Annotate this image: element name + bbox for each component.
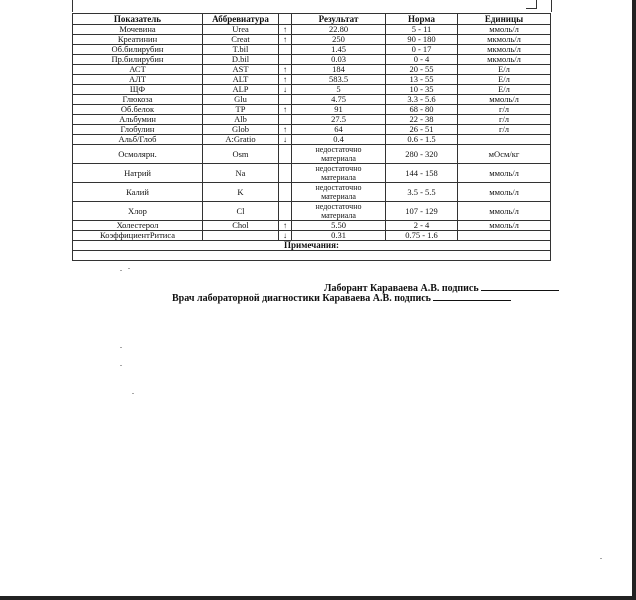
norm-range: 2 - 4 xyxy=(386,221,458,231)
result-value: 0.03 xyxy=(292,55,386,65)
result-value: 583.5 xyxy=(292,75,386,85)
abbreviation: Creat xyxy=(203,35,279,45)
result-value: 91 xyxy=(292,105,386,115)
flag-arrow xyxy=(279,45,292,55)
table-header-row xyxy=(73,14,551,25)
indicator-name: Об.билирубин xyxy=(73,45,203,55)
indicator-name: Глобулин xyxy=(73,125,203,135)
abbreviation: ALT xyxy=(203,75,279,85)
scan-speck xyxy=(128,268,130,269)
abbreviation: Chol xyxy=(203,221,279,231)
lab-assistant-signature-text: Лаборант Караваева А.В. подпись xyxy=(324,283,479,294)
norm-range: 144 - 158 xyxy=(386,164,458,183)
table-row xyxy=(73,183,551,202)
result-line-1: недостаточно xyxy=(315,145,362,154)
result-line-1: недостаточно xyxy=(315,164,362,173)
flag-arrow: ↑ xyxy=(279,105,292,115)
table-row xyxy=(73,231,551,241)
norm-range: 13 - 55 xyxy=(386,75,458,85)
unit: Е/л xyxy=(458,85,551,95)
abbreviation: Glob xyxy=(203,125,279,135)
abbreviation: D.bil xyxy=(203,55,279,65)
notes-row xyxy=(73,241,551,251)
unit: мОсм/кг xyxy=(458,145,551,164)
flag-arrow xyxy=(279,115,292,125)
flag-arrow xyxy=(279,164,292,183)
flag-arrow: ↓ xyxy=(279,135,292,145)
result-line-2: материала xyxy=(321,192,356,201)
norm-range: 107 - 129 xyxy=(386,202,458,221)
unit: ммоль/л xyxy=(458,221,551,231)
unit: г/л xyxy=(458,125,551,135)
notes-label: Примечания: xyxy=(73,241,551,251)
table-row xyxy=(73,95,551,105)
abbreviation: Alb xyxy=(203,115,279,125)
table-row xyxy=(73,85,551,95)
indicator-name: Альб/Глоб xyxy=(73,135,203,145)
norm-range: 10 - 35 xyxy=(386,85,458,95)
indicator-name: Калий xyxy=(73,183,203,202)
result-value: 0.31 xyxy=(292,231,386,241)
unit: мкмоль/л xyxy=(458,45,551,55)
result-line-2: материала xyxy=(321,211,356,220)
header-indicator: Показатель xyxy=(73,14,203,25)
indicator-name: Об.белок xyxy=(73,105,203,115)
indicator-name: КоэффициентРитиса xyxy=(73,231,203,241)
result-value: 184 xyxy=(292,65,386,75)
norm-range: 26 - 51 xyxy=(386,125,458,135)
table-row xyxy=(73,35,551,45)
table-row xyxy=(73,75,551,85)
unit: ммоль/л xyxy=(458,164,551,183)
indicator-name: АЛТ xyxy=(73,75,203,85)
abbreviation xyxy=(203,231,279,241)
result-line-1: недостаточно xyxy=(315,202,362,211)
unit: ммоль/л xyxy=(458,202,551,221)
notes-content xyxy=(73,251,551,261)
indicator-name: Осмолярн. xyxy=(73,145,203,164)
indicator-name: Хлор xyxy=(73,202,203,221)
result-value: 22.80 xyxy=(292,25,386,35)
table-row xyxy=(73,202,551,221)
result-line-2: материала xyxy=(321,154,356,163)
indicator-name: ЩФ xyxy=(73,85,203,95)
result-value: 4.75 xyxy=(292,95,386,105)
table-row xyxy=(73,25,551,35)
norm-range: 0 - 17 xyxy=(386,45,458,55)
result-value: 5 xyxy=(292,85,386,95)
table-row xyxy=(73,135,551,145)
norm-range: 0.75 - 1.6 xyxy=(386,231,458,241)
result-value xyxy=(292,164,386,183)
flag-arrow xyxy=(279,202,292,221)
signature-blank xyxy=(481,281,559,291)
flag-arrow xyxy=(279,95,292,105)
unit: ммоль/л xyxy=(458,183,551,202)
abbreviation: K xyxy=(203,183,279,202)
lab-results-table xyxy=(72,13,551,261)
result-value: 250 xyxy=(292,35,386,45)
abbreviation: Urea xyxy=(203,25,279,35)
norm-range: 68 - 80 xyxy=(386,105,458,115)
table-row xyxy=(73,125,551,135)
header-abbreviation: Аббревиатура xyxy=(203,14,279,25)
result-value xyxy=(292,145,386,164)
scan-speck xyxy=(132,393,134,394)
result-line-2: материала xyxy=(321,173,356,182)
norm-range: 0.6 - 1.5 xyxy=(386,135,458,145)
result-value: 5.50 xyxy=(292,221,386,231)
flag-arrow: ↑ xyxy=(279,125,292,135)
result-value: 0.4 xyxy=(292,135,386,145)
indicator-name: Мочевина xyxy=(73,25,203,35)
table-row xyxy=(73,145,551,164)
flag-arrow: ↑ xyxy=(279,221,292,231)
signature-blank xyxy=(433,291,511,301)
flag-arrow: ↓ xyxy=(279,85,292,95)
result-value xyxy=(292,183,386,202)
unit: мкмоль/л xyxy=(458,35,551,45)
result-line-1: недостаточно xyxy=(315,183,362,192)
scan-speck xyxy=(120,270,122,271)
result-value: 27.5 xyxy=(292,115,386,125)
flag-arrow: ↑ xyxy=(279,75,292,85)
result-value: 64 xyxy=(292,125,386,135)
table-row xyxy=(73,164,551,183)
flag-arrow xyxy=(279,55,292,65)
abbreviation: Osm xyxy=(203,145,279,164)
abbreviation: Cl xyxy=(203,202,279,221)
unit: Е/л xyxy=(458,65,551,75)
header-flag xyxy=(279,14,292,25)
norm-range: 22 - 38 xyxy=(386,115,458,125)
table-row xyxy=(73,115,551,125)
flag-arrow: ↑ xyxy=(279,25,292,35)
flag-arrow: ↑ xyxy=(279,65,292,75)
result-value: 1.45 xyxy=(292,45,386,55)
header-norm: Норма xyxy=(386,14,458,25)
abbreviation: Na xyxy=(203,164,279,183)
header-result: Результат xyxy=(292,14,386,25)
norm-range: 3.3 - 5.6 xyxy=(386,95,458,105)
unit: г/л xyxy=(458,115,551,125)
abbreviation: Glu xyxy=(203,95,279,105)
abbreviation: AST xyxy=(203,65,279,75)
abbreviation: TP xyxy=(203,105,279,115)
abbreviation: ALP xyxy=(203,85,279,95)
notes-blank-row xyxy=(73,251,551,261)
doctor-signature-line xyxy=(172,291,511,304)
flag-arrow: ↑ xyxy=(279,35,292,45)
norm-range: 90 - 180 xyxy=(386,35,458,45)
scan-speck xyxy=(120,365,122,366)
table-row xyxy=(73,55,551,65)
flag-arrow xyxy=(279,145,292,164)
unit: г/л xyxy=(458,105,551,115)
flag-arrow: ↓ xyxy=(279,231,292,241)
unit xyxy=(458,135,551,145)
indicator-name: Креатинин xyxy=(73,35,203,45)
previous-table-edge xyxy=(72,0,552,12)
abbreviation: A:Gratio xyxy=(203,135,279,145)
indicator-name: Альбумин xyxy=(73,115,203,125)
indicator-name: Холестерол xyxy=(73,221,203,231)
table-row xyxy=(73,105,551,115)
norm-range: 5 - 11 xyxy=(386,25,458,35)
indicator-name: Глюкоза xyxy=(73,95,203,105)
scan-speck xyxy=(120,347,122,348)
unit: ммоль/л xyxy=(458,25,551,35)
norm-range: 3.5 - 5.5 xyxy=(386,183,458,202)
table-row xyxy=(73,65,551,75)
norm-range: 20 - 55 xyxy=(386,65,458,75)
norm-range: 280 - 320 xyxy=(386,145,458,164)
table-row xyxy=(73,45,551,55)
doctor-signature-text: Врач лабораторной диагностики Караваева А.В. подпись xyxy=(172,293,431,304)
indicator-name: АСТ xyxy=(73,65,203,75)
result-value xyxy=(292,202,386,221)
flag-arrow xyxy=(279,183,292,202)
indicator-name: Пр.билирубин xyxy=(73,55,203,65)
table-row xyxy=(73,221,551,231)
abbreviation: T.bil xyxy=(203,45,279,55)
header-units: Единицы xyxy=(458,14,551,25)
norm-range: 0 - 4 xyxy=(386,55,458,65)
unit: ммоль/л xyxy=(458,95,551,105)
unit: мкмоль/л xyxy=(458,55,551,65)
unit xyxy=(458,231,551,241)
scan-speck xyxy=(600,558,602,559)
unit: Е/л xyxy=(458,75,551,85)
indicator-name: Натрий xyxy=(73,164,203,183)
